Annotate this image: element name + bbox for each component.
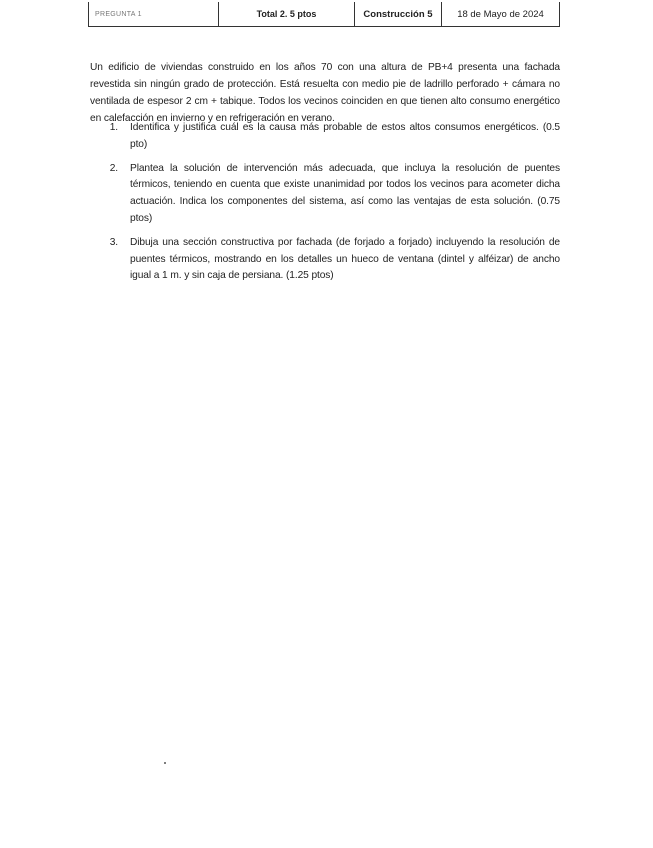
question-number: 1. (109, 122, 118, 133)
total-points: Total 2. 5 ptos (219, 2, 355, 26)
question-number: 2. (109, 162, 118, 174)
question-item (90, 235, 560, 285)
question-text: Plantea la solución de intervención más adecuada, que incluya la resolución de puentes térmicos, teniendo en cuenta que existe unanimidad por todos los vecinos para acometer dicha actuación. Indica los componentes del sistema, así como las ventajas de esta solución. (0.75 ptos) (130, 162, 560, 224)
course-name: Construcción 5 (355, 2, 442, 26)
exam-date: 18 de Mayo de 2024 (457, 8, 544, 20)
question-text: Identifica y justifica cuál es la causa más probable de estos altos consumos energéticos. (0.5 pto) (130, 122, 560, 150)
question-number: 3. (109, 236, 118, 248)
header-table (88, 2, 560, 27)
intro-paragraph: Un edificio de viviendas construido en los años 70 con una altura de PB+4 presenta una fachada revestida sin ningún grado de protección. Está resuelta con medio pie de ladrillo perforado + cámara no ventilada de espesor 2 cm + tabique. Todos los vecinos coinciden en que tienen alto consumo energético en calefacción en invierno y en refrigeración en verano. (90, 62, 560, 124)
question-label: PREGUNTA 1 (89, 2, 219, 26)
question-list (90, 120, 560, 292)
question-item (90, 161, 560, 228)
question-text: Dibuja una sección constructiva por fachada (de forjado a forjado) incluyendo la resolución de puentes térmicos, mostrando en los detalles un hueco de ventana (dintel y alféizar) de ancho igual a 1 m. y sin caja de persiana. (1.25 ptos) (130, 236, 560, 282)
question-item (90, 120, 560, 154)
scan-speck (164, 762, 166, 764)
